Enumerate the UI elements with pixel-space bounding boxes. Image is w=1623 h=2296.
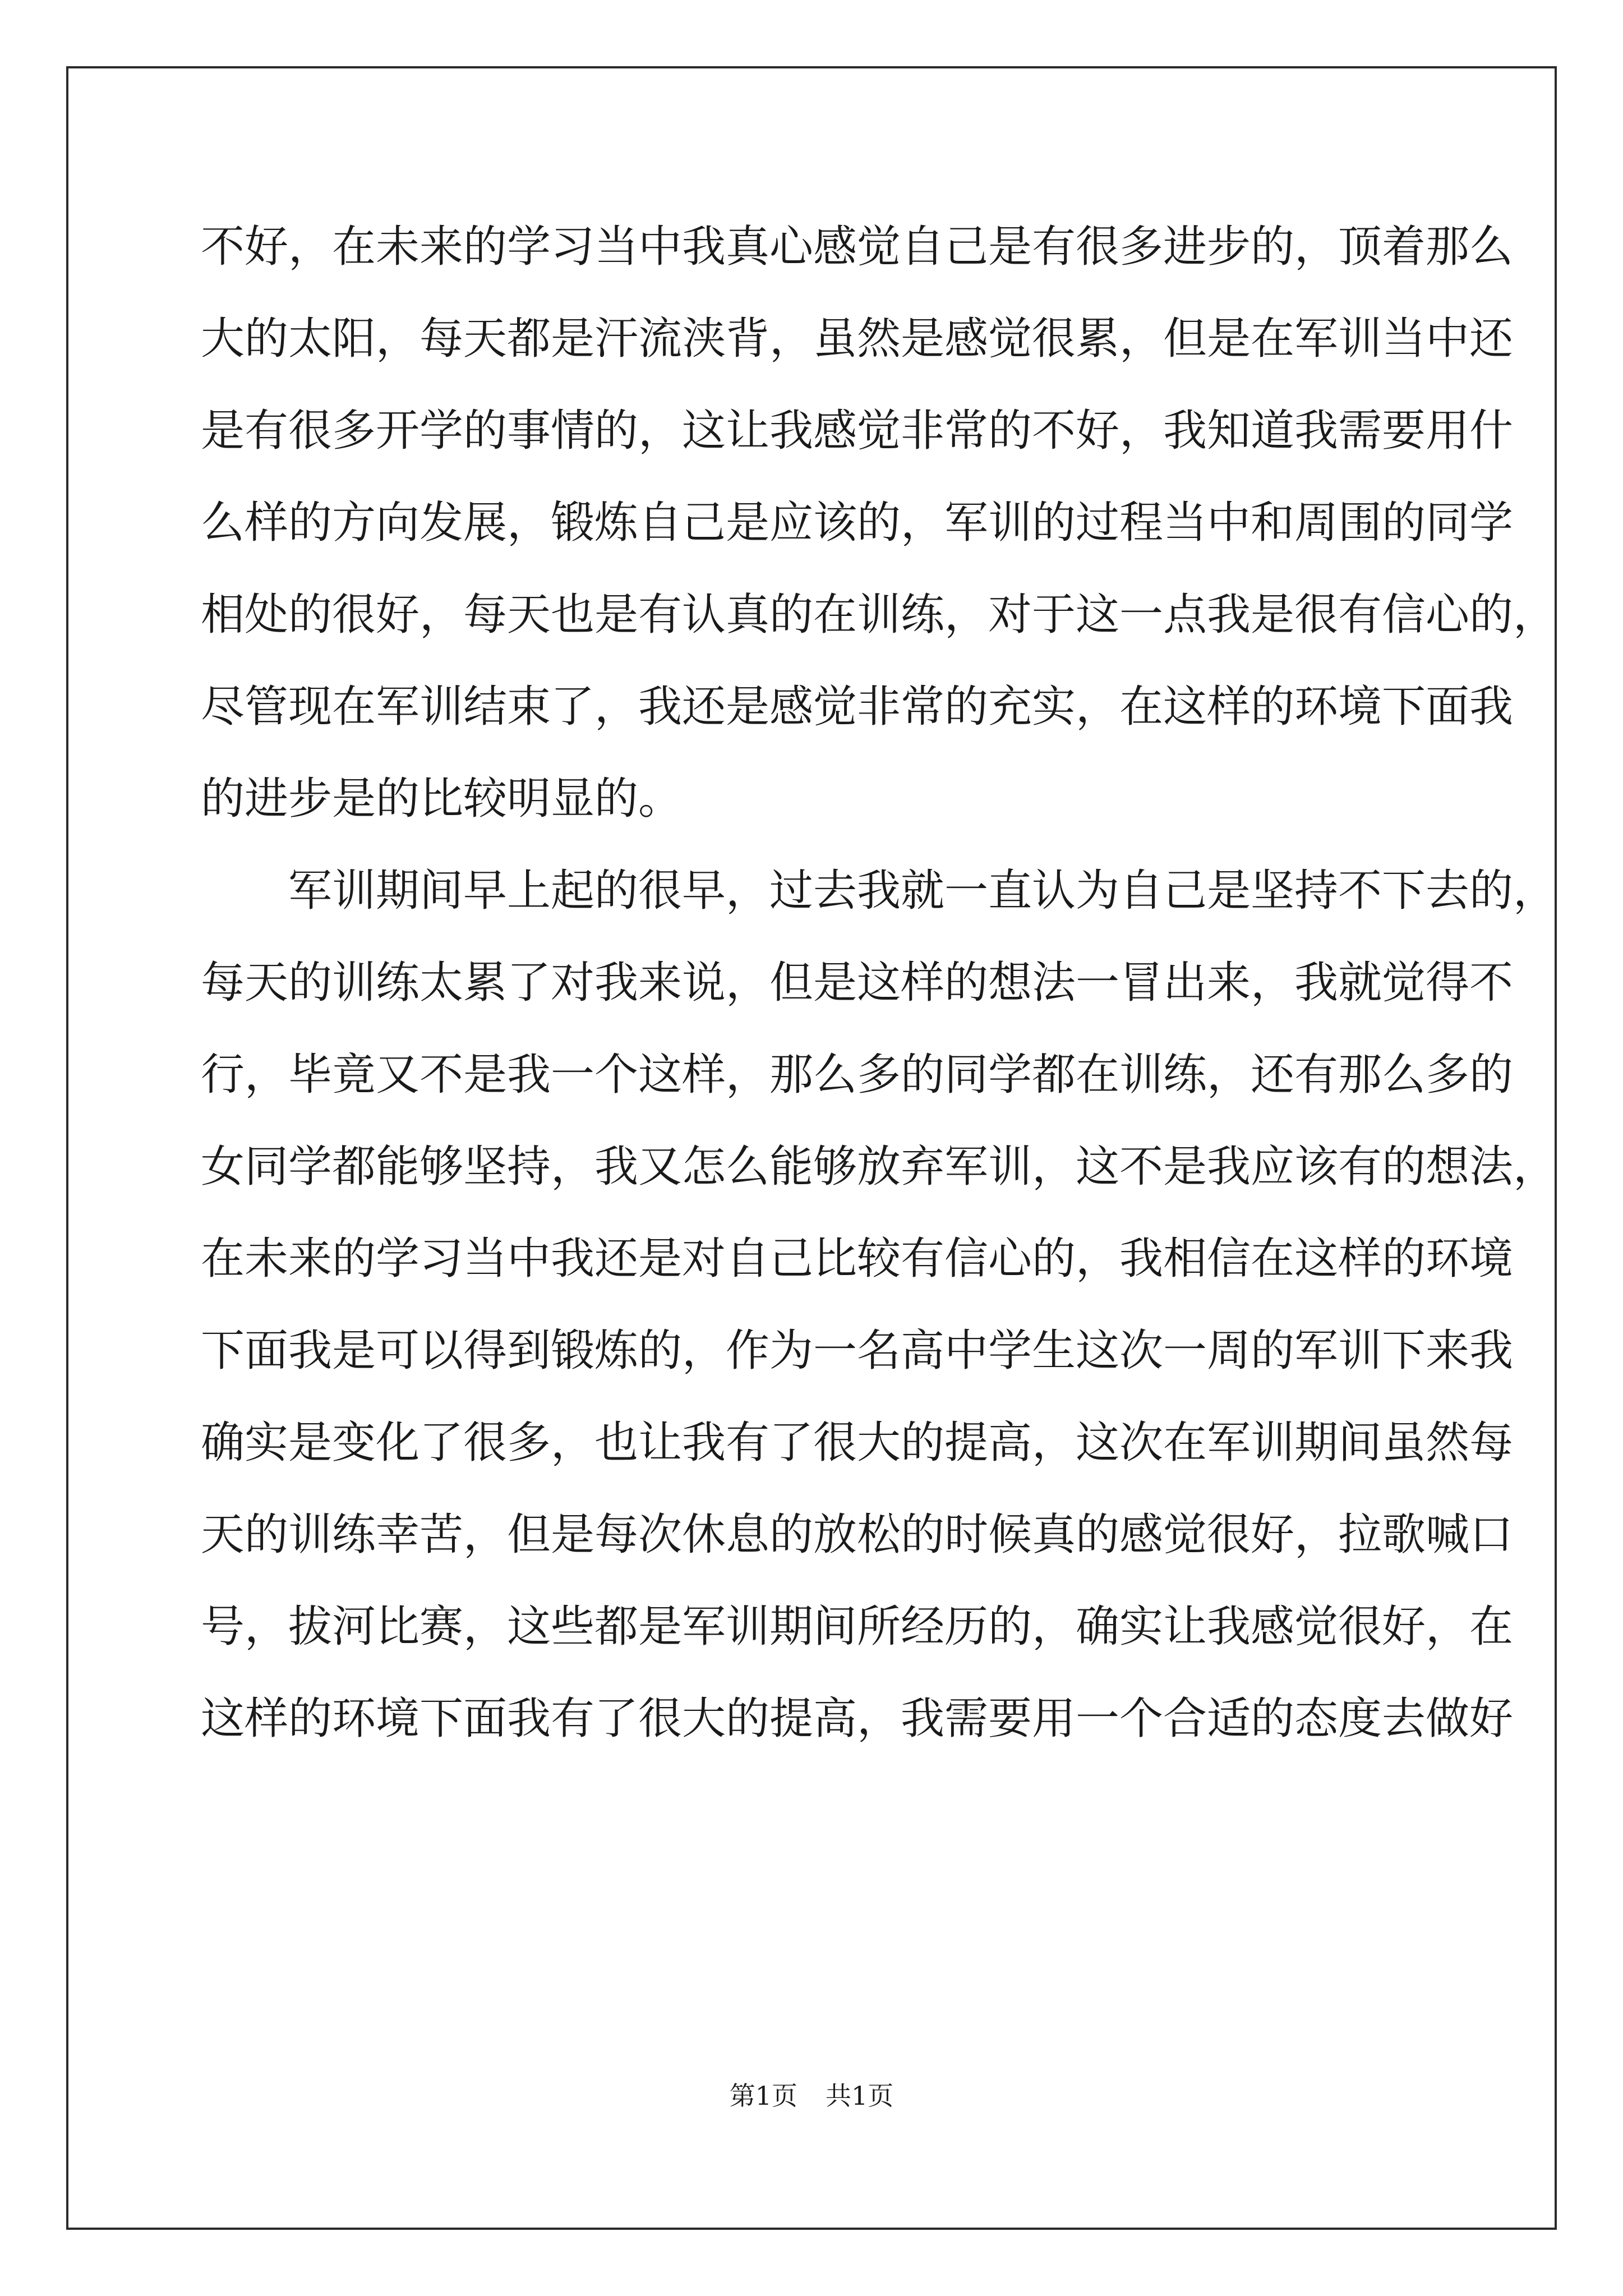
text-line: 天的训练幸苦，但是每次休息的放松的时候真的感觉很好，拉歌喊口 bbox=[201, 1510, 1514, 1560]
text-line: 在未来的学习当中我还是对自己比较有信心的，我相信在这样的环境 bbox=[201, 1234, 1514, 1284]
text-line: 下面我是可以得到锻炼的，作为一名高中学生这次一周的军训下来我 bbox=[201, 1326, 1514, 1376]
text-line: 大的太阳，每天都是汗流浃背，虽然是感觉很累，但是在军训当中还 bbox=[201, 314, 1514, 364]
page-number: 第1页 bbox=[729, 2081, 797, 2111]
text-line: 相处的很好，每天也是有认真的在训练，对于这一点我是很有信心的， bbox=[201, 590, 1557, 640]
text-line: 每天的训练太累了对我来说，但是这样的想法一冒出来，我就觉得不 bbox=[201, 958, 1514, 1008]
text-line: 确实是变化了很多，也让我有了很大的提高，这次在军训期间虽然每 bbox=[201, 1418, 1514, 1468]
page-footer bbox=[0, 2076, 1623, 2113]
text-line: 尽管现在军训结束了，我还是感觉非常的充实，在这样的环境下面我 bbox=[201, 682, 1514, 732]
text-line: 么样的方向发展，锻炼自己是应该的，军训的过程当中和周围的同学 bbox=[201, 498, 1514, 548]
text-line: 的进步是的比较明显的。 bbox=[201, 774, 683, 824]
text-line: 这样的环境下面我有了很大的提高，我需要用一个合适的态度去做好 bbox=[201, 1694, 1514, 1744]
text-line: 不好，在未来的学习当中我真心感觉自己是有很多进步的，顶着那么 bbox=[201, 222, 1514, 272]
page-total: 共1页 bbox=[826, 2081, 894, 2111]
text-line: 号，拔河比赛，这些都是军训期间所经历的，确实让我感觉很好，在 bbox=[201, 1602, 1514, 1652]
document-body bbox=[201, 201, 1557, 1765]
text-line: 军训期间早上起的很早，过去我就一直认为自己是坚持不下去的， bbox=[201, 866, 1557, 916]
text-line: 是有很多开学的事情的，这让我感觉非常的不好，我知道我需要用什 bbox=[201, 406, 1514, 456]
text-line: 行，毕竟又不是我一个这样，那么多的同学都在训练，还有那么多的 bbox=[201, 1050, 1514, 1100]
text-line: 女同学都能够坚持，我又怎么能够放弃军训，这不是我应该有的想法， bbox=[201, 1142, 1557, 1192]
